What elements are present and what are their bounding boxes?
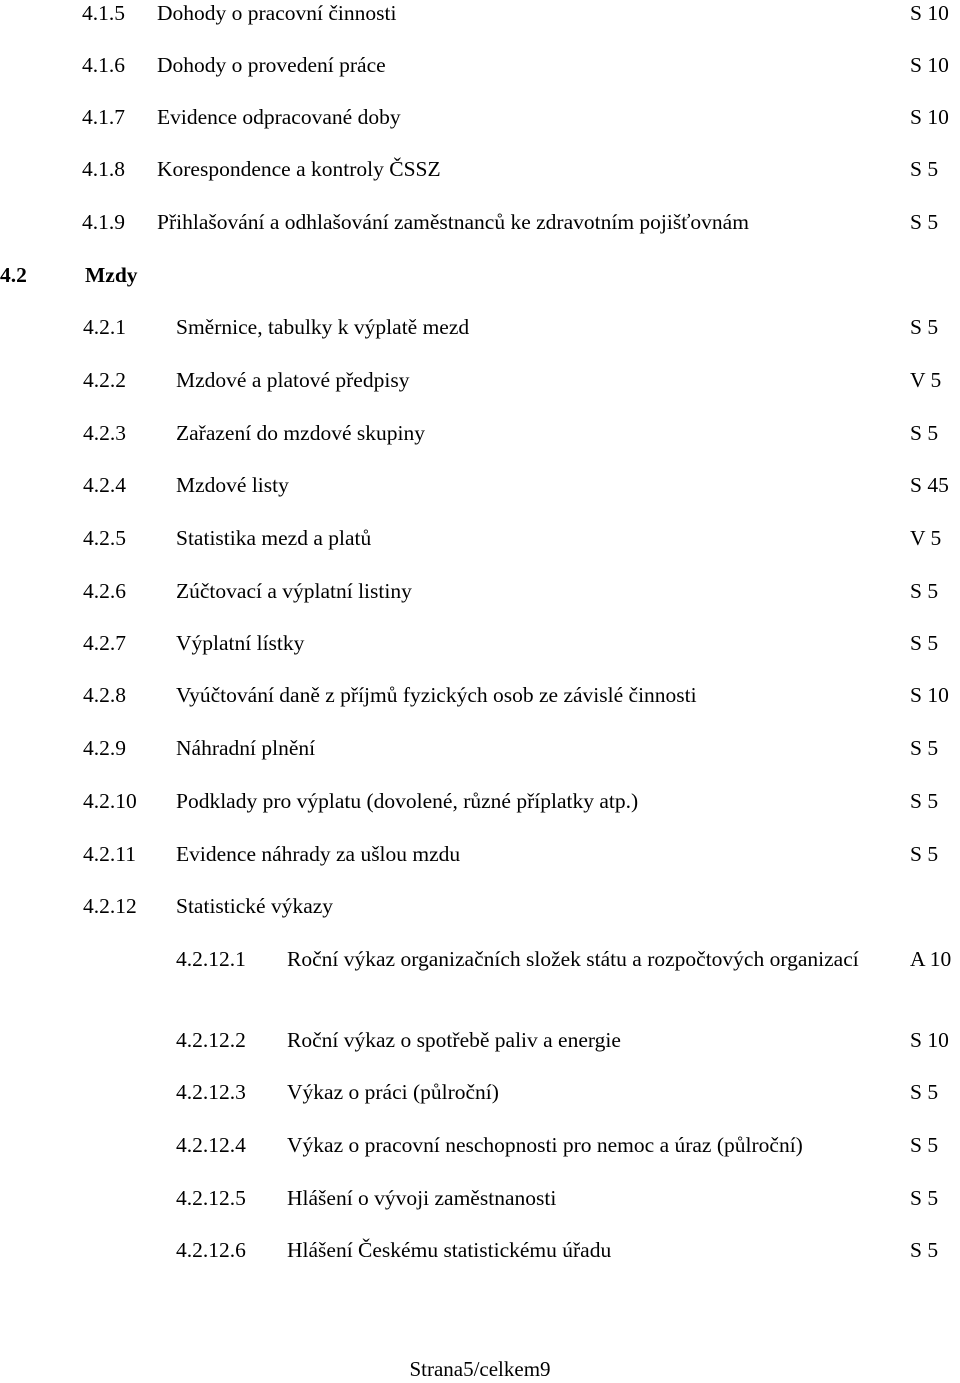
list-item [0, 156, 960, 184]
retention-code: S 10 [910, 105, 949, 129]
item-number: 4.2.12.1 [176, 947, 246, 971]
retention-code: S 5 [910, 789, 939, 813]
item-title: Hlášení Českému statistickému úřadu [287, 1238, 612, 1262]
item-title: Výkaz o pracovní neschopnosti pro nemoc a úraz (půlroční) [287, 1133, 803, 1157]
item-number: 4.2.2 [83, 368, 126, 392]
retention-code: S 5 [910, 210, 939, 234]
item-number: 4.2.6 [83, 579, 126, 603]
section-title: Mzdy [85, 263, 138, 287]
retention-code: S 5 [910, 1080, 939, 1104]
retention-code: S 5 [910, 736, 939, 760]
list-item [0, 0, 960, 28]
list-item [0, 946, 960, 1002]
item-number: 4.2.5 [83, 526, 126, 550]
list-item [0, 1185, 960, 1213]
item-title: Výkaz o práci (půlroční) [287, 1080, 499, 1104]
item-number: 4.1.9 [82, 210, 125, 234]
retention-code: S 45 [910, 473, 949, 497]
item-title: Statistické výkazy [176, 894, 334, 918]
retention-code: S 5 [910, 1133, 939, 1157]
item-number: 4.2.1 [83, 315, 126, 339]
retention-code: S 5 [910, 157, 939, 181]
item-number: 4.2.7 [83, 631, 126, 655]
list-item [0, 788, 960, 816]
retention-code: S 10 [910, 1, 949, 25]
list-item [0, 1237, 960, 1265]
item-number: 4.2.9 [83, 736, 126, 760]
item-title: Evidence náhrady za ušlou mzdu [176, 842, 461, 866]
item-title: Hlášení o vývoji zaměstnanosti [287, 1186, 557, 1210]
list-item [0, 52, 960, 80]
item-title: Dohody o pracovní činnosti [157, 1, 397, 25]
item-title: Přihlašování a odhlašování zaměstnanců ke zdravotním pojišťovnám [157, 210, 749, 234]
list-item [0, 735, 960, 763]
list-item [0, 893, 960, 921]
retention-code: S 5 [910, 315, 939, 339]
item-title: Vyúčtování daně z příjmů fyzických osob ze závislé činnosti [176, 683, 697, 707]
list-item [0, 367, 960, 395]
list-item [0, 420, 960, 448]
item-title: Výplatní lístky [176, 631, 305, 655]
item-title: Směrnice, tabulky k výplatě mezd [176, 315, 470, 339]
list-item [0, 1079, 960, 1107]
list-item [0, 1132, 960, 1160]
item-number: 4.2.12.6 [176, 1238, 246, 1262]
item-title: Korespondence a kontroly ČSSZ [157, 157, 441, 181]
retention-code: S 5 [910, 842, 939, 866]
retention-code: S 10 [910, 1028, 949, 1052]
item-number: 4.2.12.4 [176, 1133, 246, 1157]
retention-code: V 5 [910, 526, 942, 550]
list-item [0, 525, 960, 553]
section-number: 4.2 [0, 263, 27, 287]
list-item [0, 630, 960, 658]
retention-code: S 5 [910, 1186, 939, 1210]
item-number: 4.2.8 [83, 683, 126, 707]
item-number: 4.1.5 [82, 1, 125, 25]
section-heading [0, 262, 960, 290]
item-title: Podklady pro výplatu (dovolené, různé příplatky atp.) [176, 789, 639, 813]
item-number: 4.2.12.2 [176, 1028, 246, 1052]
item-number: 4.1.7 [82, 105, 125, 129]
retention-code: S 5 [910, 631, 939, 655]
list-item [0, 841, 960, 869]
page-footer: Strana5/celkem9 [409, 1357, 551, 1381]
item-title: Náhradní plnění [176, 736, 316, 760]
item-number: 4.2.12.3 [176, 1080, 246, 1104]
list-item [0, 682, 960, 710]
item-title: Zařazení do mzdové skupiny [176, 421, 425, 445]
retention-code: V 5 [910, 368, 942, 392]
list-item [0, 209, 960, 237]
item-title: Zúčtovací a výplatní listiny [176, 579, 412, 603]
list-item [0, 314, 960, 342]
item-title: Statistika mezd a platů [176, 526, 372, 550]
retention-code: S 5 [910, 421, 939, 445]
retention-code: S 5 [910, 579, 939, 603]
item-title: Mzdové a platové předpisy [176, 368, 410, 392]
retention-code: A 10 [910, 947, 952, 971]
list-item [0, 578, 960, 606]
item-number: 4.1.8 [82, 157, 125, 181]
item-number: 4.2.12 [83, 894, 137, 918]
list-item [0, 472, 960, 500]
retention-code: S 10 [910, 683, 949, 707]
item-number: 4.2.10 [83, 789, 137, 813]
item-number: 4.2.3 [83, 421, 126, 445]
retention-code: S 10 [910, 53, 949, 77]
list-item [0, 1027, 960, 1055]
item-number: 4.2.12.5 [176, 1186, 246, 1210]
item-number: 4.2.11 [83, 842, 136, 866]
item-title: Mzdové listy [176, 473, 289, 497]
item-title: Dohody o provedení práce [157, 53, 386, 77]
retention-code: S 5 [910, 1238, 939, 1262]
item-number: 4.1.6 [82, 53, 125, 77]
list-item [0, 104, 960, 132]
item-number: 4.2.4 [83, 473, 126, 497]
item-title: Roční výkaz organizačních složek státu a rozpočtových organizací [287, 947, 859, 971]
item-title: Roční výkaz o spotřebě paliv a energie [287, 1028, 621, 1052]
item-title: Evidence odpracované doby [157, 105, 401, 129]
